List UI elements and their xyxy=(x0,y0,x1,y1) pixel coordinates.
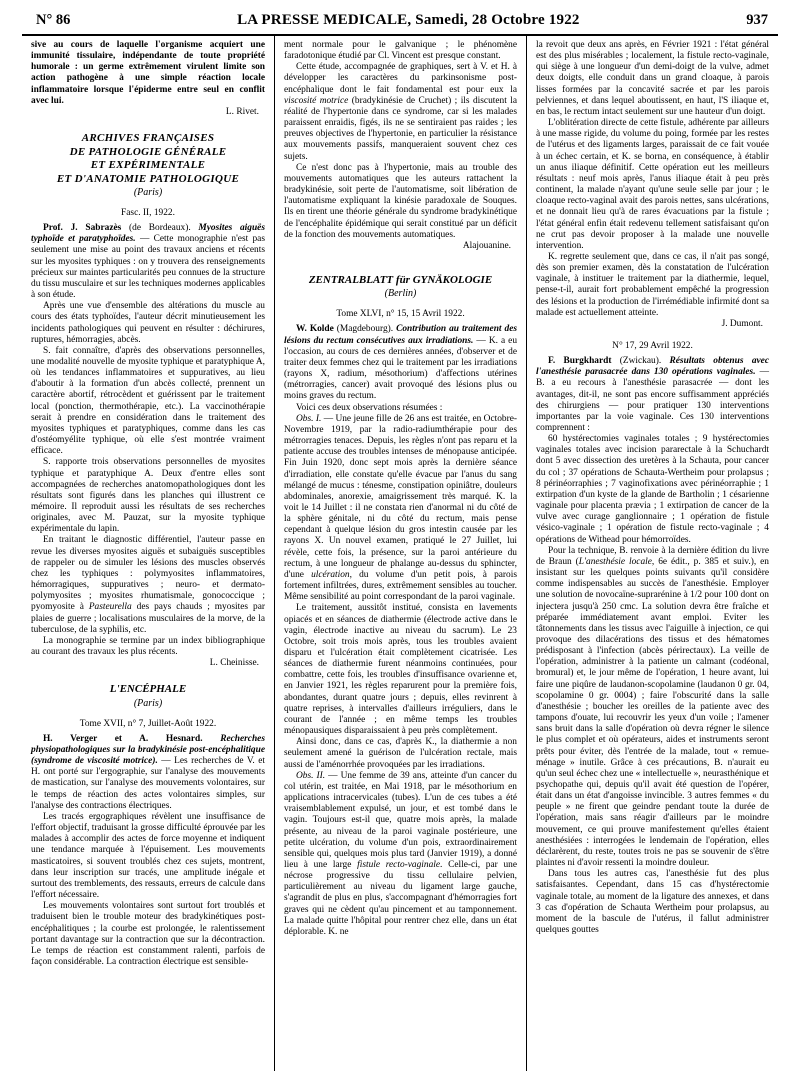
observation-label: Obs. II. xyxy=(296,770,326,781)
journal-masthead xyxy=(237,12,580,29)
article-paragraph: Les tracés ergographiques révèlent une insuffisance de l'effort objectif, traduisant la grosse difficulté éprouvée par les malades à accomplir des actes de force moyenne et indiquent une tendance marquée à l'épuisement. Les mouvements masticatoires, si souvent troublés chez ces sujets, montrent, dans leur inscription sur tracés, une amplitude inégale et surtout des tremblements, des ressauts, erreurs de calcule dans l'effort nécessaire. xyxy=(31,811,265,901)
title-line: ET EXPÉRIMENTALE xyxy=(90,159,206,172)
column-3 xyxy=(526,36,778,1071)
page-number: 937 xyxy=(746,12,768,28)
article-text: — Une femme de 39 ans, atteinte d'un cancer du col utérin, est traitée, en Mai 1918, par le mésothorium en applications intracervicales (tubes). L'un de ces tubes a été vraisemblablement expulsé, un jour, et est tombé dans le vagin. Toujours est-il que, quatre mois après, la malade présente, au niveau de la paroi vaginale postérieure, une petite ulcération, du volume d'un pois, extraordinairement sensible qui, quelques mois plus tard (Janvier 1919), a donné lieu à une large xyxy=(284,770,517,870)
column-1 xyxy=(22,36,274,1071)
article-paragraph: Le traitement, aussitôt institué, consista en lavements opiacés et en séances de diathermie (électrode active dans le vagin, électrode inactive au niveau du sacrum). Le 23 Octobre, soit trois mois après, tous les troubles avaient disparu et l'ulcération était complètement cicatrisée. Les séances de diathermie furent néanmoins continuées, pour combattre, cette fois, les troubles d'insuffisance ovarienne et, en Janvier 1921, les règles reparurent pour la première fois, abondantes, durant quatre jours ; depuis, elles revinrent à quatre reprises, à intervalles d'ailleurs irréguliers, dans le courant de l'année ; en même temps les troubles ménopausiques disparaissaient à peu près complètement. xyxy=(284,603,517,737)
article-author: Prof. J. Sabrazès xyxy=(43,223,122,234)
article-text: des pays chauds ; myosites par plaies de guerre ; localisations musculaires de la morve, de la tuberculose, de la syphilis, etc. xyxy=(31,602,265,635)
section-city: (Berlin) xyxy=(384,288,417,300)
article-text: — K. a eu l'occasion, au cours de ces dernières années, d'observer et de traiter deux femmes chez qui le traitement par les irradiations (rayons X, radium, mésothorium) d'affections utérines (métrorragies, cancer) avait provoqué des lésions plus ou moins graves du rectum. xyxy=(284,335,518,402)
article-paragraph xyxy=(284,771,517,938)
issue-ref: N° 17, 29 Avril 1922. xyxy=(612,341,693,352)
article-author: W. Kolde xyxy=(296,324,334,335)
signature: J. Dumont. xyxy=(721,318,763,329)
section-title-encephale: L'ENCÉPHALE xyxy=(109,683,187,696)
page-header xyxy=(22,12,778,36)
article-paragraph: Les mouvements volontaires sont surtout fort troublés et traduisent bien le trouble moteur des bradykinétiques post-encéphalitiques ; la courbe est prolongée, le ralentissement portant davantage sur la contraction que sur la décontraction. Le temps de réaction est constamment ralenti, parfois de façon considérable. La contraction électrique est sensible- xyxy=(31,901,265,967)
article-paragraph: S. fait connaître, d'après des observations personnelles, une modalité nouvelle de myosite typhique et paratyphique A, où les tendances inflammatoires et suppuratives, au lieu d'aboutir à la formation d'un abcès collecté, prennent un caractère abortif, rétrocèdent et guérissent par le traitement local (ponction, thermothérapie, etc.). La vaccinothérapie serait à prendre en considération dans le traitement des myosites typhiques et paratyphiques, comme dans les cas d'ostéomyélite typhique, où elle s'est montrée vraiment efficace. xyxy=(31,345,265,457)
article-paragraph: S. rapporte trois observations personnelles de myosites typhique et paratyphique A. Deux d'entre elles sont accompagnées de recherches anatomopathologiques dont les résultats sont figurés dans les planches qui illustrent ce mémoire. Il reproduit aussi les résultats de ses recherches originales, avec M. Pauzat, sur la myosite typhique expérimentale du lapin. xyxy=(31,457,265,535)
article-paragraph: K. regrette seulement que, dans ce cas, il n'ait pas songé, dès son premier examen, dès la constatation de l'ulcération vaginale, à instituer le traitement par la diathermie, lequel, pense-t-il, aurait fort probablement empêché la progression des lésions et la production de l'irrémédiable infirmité dont sa malade est actuellement atteinte. xyxy=(536,251,769,318)
article-text: , du volume d'un petit pois, à parois fortement infiltrées, dures, extrêmement sensibles au toucher. Même sensibilité au point correspondant de la paroi vaginale. xyxy=(284,569,517,603)
article-paragraph: L'oblitération directe de cette fistule, adhérente par ailleurs à une masse rigide, du volume du poing, formée par les restes de l'utérus et des ligaments larges, paraissait de ce fait vouée à un échec certain, et K. se borna, en conséquence, à établir un anus iliaque définitif. Cette opération eut les meilleurs résultats : neuf mois après, l'anus iliaque était à peu près continent, la malade n'ayant qu'une seule selle par jour ; le cloaque recto-vaginal avait des parois nettes, sans ulcérations, et ne donnait lieu qu'à de rares évacuations par la fistule ; l'état général enfin était redevenu tellement satisfaisant qu'on ne crut pas devoir proposer à la malade une nouvelle intervention. xyxy=(536,118,769,251)
intro-paragraph: sive au cours de laquelle l'organisme acquiert une immunité tissulaire, indépendante de toute propriété humorale : un germe extrêmement virulent limite son action pathogène à une simple réaction locale inflammatoire lorsque l'épiderme entre seul en conflit avec lui. xyxy=(31,40,265,106)
article-paragraph xyxy=(284,324,517,402)
article-author: F. Burgkhardt xyxy=(548,356,612,367)
article-text: (bradykinésie de Cruchet) ; ils discutent la réalité de l'hypertonie dans ce syndrome, car si les malades paraissent enraidis, figés, ils ne se sentiraient pas raides ; les preuves objectives de l'hypertonie, en particulier la résistance aux mouvements passifs, manqueraient souvent chez ces sujets. xyxy=(284,95,518,162)
article-paragraph xyxy=(536,546,769,870)
article-paragraph: ment normale pour le galvanique ; le phénomène faradotonique étudié par Cl. Vincent est presque constant. xyxy=(284,40,517,62)
author-location: (Zwickau). xyxy=(611,356,670,367)
article-text: En traitant le diagnostic différentiel, l'auteur passe en revue les diverses myosites aiguës et subaiguës susceptibles de rappeler ou de simuler les lésions des muscles observés chez les typhiques : polymyosites inflammatoires, hémorragiques, suppuratives ; neuro- et dermato-polymyosites ; myosites rhumatismale, gonococcique ; pyomyosite à xyxy=(31,535,265,613)
section-city: (Paris) xyxy=(133,697,163,709)
article-text: — Une jeune fille de 26 ans est traitée, en Octobre-Novembre 1919, par la radio-radiumthérapie pour des métrorragies tenaces. Depuis, les règles n'ont pas reparu et la patiente accuse des troubles intenses de ménopause anticipée. Fin Juin 1920, donc sept mois après la dernière séance d'irradiation, elle constate qu'elle évacue par l'anus du sang mélangé de mucus : ténesme, constipation opiniâtre, douleurs abdominales, anorexie, amaigrissement très marqué. K. la voit le 14 Juillet : il ne constata rien d'anormal ni du côté de la sphère génitale, ni du côté du rectum, mais pense cependant à quelque lésion du gros intestin causée par les rayons X. Un nouvel examen, pratiqué le 27 Juillet, lui révèle, cette fois, la présence, sur la paroi antérieure du rectum, à une longueur de phalange au-dessus du sphincter, d'une xyxy=(284,413,517,580)
article-text: , 6e édit., p. 385 et suiv.), en insistant sur les quelques points suivants qu'il considère comme indispensables au succès de l'anesthésie. Employer une solution de novocaïne-suprarénine à 1/2 pour 100 dont on injectera jusqu'à 250 cmc. La solution devra être fraîche et préparée immédiatement avant emploi. Eviter les tâtonnements dans les tissus avec l'aiguille à injection, ce qui provoque des dilacérations des tissus et des hématomes prédisposant à l'infection (abcès périrectaux). La veille de l'opération, administrer à la patiente un calmant (codéonal, bromural) et, le jour même de l'opération, 1 heure avant, lui faire une piqûre de laudanon-scopolamine (laudanon 0 gr. 04, scopolamine 0 gr. 0004) ; faire l'obscurité dans la salle d'anesthésie ; boucher les oreilles de la patiente avec des tampons d'ouate, lui recouvrir les yeux d'un voile ; l'amener sans bruit dans la salle d'opération où devra régner le silence le plus complet et où opérateurs, aides et instruments seront prêts pour éviter, dès l'entrée de la malade, tout « remue-ménage » inutile. Grâce à ces précautions, B. n'aurait eu qu'un seul échec chez une « intellectuelle », neurasthénique et psychopathe qui, depuis qu'il avait été question de l'opérer, était dans un état d'angoisse invincible. 3 autres femmes « du peuple » ne firent que geindre pendant toute la durée de l'opération, mais sans réagir d'ailleurs par le moindre mouvement, ce qui prouve manifestement qu'elles étaient anesthésiées : interrogées le lendemain de l'opération, elles déclarèrent, du reste, toutes trois ne pas se souvenir de s'être plaintes ni d'avoir ressenti la moindre douleur. xyxy=(536,556,769,869)
article-text: . Celle-ci, par une nécrose progressive du tissu cellulaire pelvien, particulièrement au niveau du ligament large gauche, s'agrandit de plus en plus, s'accompagnant d'hémorragies fort graves qui ne cèdent qu'au pincement et au tamponnement. La malade quitte l'hôpital pour rentrer chez elle, dans un état déplorable. K. ne xyxy=(284,859,517,937)
column-2 xyxy=(274,36,526,1071)
article-author: H. Verger et A. Hesnard. xyxy=(43,733,203,744)
issue-ref: Tome XLVI, n° 15, 15 Avril 1922. xyxy=(336,309,465,320)
author-location: (Magdebourg). xyxy=(333,324,397,335)
article-title: Myosites aiguës typhoïde et paratyphoïdes. xyxy=(31,223,265,245)
title-line: ARCHIVES FRANÇAISES xyxy=(81,132,215,145)
article-paragraph xyxy=(31,535,265,635)
article-paragraph: la revoit que deux ans après, en Février 1921 : l'état général est des plus misérables ; localement, la fistule recto-vaginale, qui siège à une longueur d'un demi-doigt de la vulve, admet deux doigts, elle conduit dans un grand cloaque, à parois lisses formées par la concavité sacrée et par les parois pelviennes, et dans lequel aboutissent, en haut, l'S iliaque et, en bas, le rectum intact seulement sur une hauteur d'un doigt. xyxy=(536,40,769,117)
journal-name: LA PRESSE MEDICALE, xyxy=(237,12,412,28)
article-text: — Les recherches de V. et H. ont porté sur l'ergographie, sur l'analyse des mouvements de mastication, sur l'analyse des mouvements volontaires, sur le temps de réaction des actes volontaires simples, sur l'analyse des contractions électriques. xyxy=(31,756,265,811)
article-paragraph xyxy=(31,223,265,301)
italic-term: ulcération xyxy=(311,569,350,580)
italic-term: fistule recto-vaginale xyxy=(357,859,441,870)
article-text: Pour la technique, B. renvoie à la dernière édition du livre de Braun ( xyxy=(536,545,769,567)
article-paragraph xyxy=(31,734,265,812)
observation-label: Obs. I. xyxy=(296,413,322,424)
article-paragraph xyxy=(284,414,517,604)
article-paragraph xyxy=(536,356,769,434)
section-city: (Paris) xyxy=(133,187,163,199)
signature: Alajouanine. xyxy=(462,240,511,251)
title-line: ET D'ANATOMIE PATHOLOGIQUE xyxy=(56,172,240,185)
article-title: Recherches physiopathologiques sur la bradykinésie post-encéphalitique (syndrome de viscosité motrice). xyxy=(31,733,265,767)
article-title: Résultats obtenus avec l'anesthésie parasacrée dans 130 opérations vaginales. xyxy=(536,356,769,378)
article-paragraph: Ce n'est donc pas à l'hypertonie, mais au trouble des mouvements automatiques que les auteurs rattachent la bradykinésie, soit perte de l'automatisme, soit libération de l'automatisme expliquant la kinésie paradoxale de Souques. Ils en tirent une théorie générale du syndrome bradykinétique de l'encéphalite épidémique qui serait constitué par un déficit de la fonction des mouvements automatiques. xyxy=(284,162,517,240)
section-title-zentralblatt: ZENTRALBLATT für GYNÄKOLOGIE xyxy=(308,273,493,286)
issue-ref: Fasc. II, 1922. xyxy=(121,208,175,219)
section-title-archives xyxy=(31,132,265,186)
article-paragraph: Ainsi donc, dans ce cas, d'après K., la diathermie a non seulement amené la guérison de l'ulcération rectale, mais aussi de l'aménorrhée provoquées par les irradiations. xyxy=(284,737,517,770)
author-location: (de Bordeaux). xyxy=(121,223,199,234)
italic-term: viscosité motrice xyxy=(284,95,349,106)
article-paragraph: Dans tous les autres cas, l'anesthésie fut des plus satisfaisantes. Cependant, dans 15 cas d'hystérectomie vaginale totale, au moment de la ligature des annexes, et dans 3 cas d'opération de Schauta Wertheim pour prolapsus, au moment de la bascule de l'utérus, il fallut administrer quelques gouttes xyxy=(536,869,769,936)
text-columns xyxy=(22,36,778,1071)
article-paragraph: Après une vue d'ensemble des altérations du muscle au cours des états typhoïdes, l'auteur décrit minutieusement les incidents pathologiques qui peuvent en résulter : déchirures, ruptures, hémorragies, abcès. xyxy=(31,301,265,345)
article-text: — B. a eu recours à l'anesthésie parasacrée — dont les avantages, dit-il, ne sont pas encore suffisamment appréciés des chirurgiens — pour pratiquer 130 interventions importantes par la voie vaginale. Ces 130 interventions comprennent : xyxy=(536,367,770,433)
title-line: DE PATHOLOGIE GÉNÉRALE xyxy=(69,145,227,158)
article-paragraph: Voici ces deux observations résumées : xyxy=(296,402,443,413)
article-text: — Cette monographie n'est pas seulement une mise au point des travaux anciens et récents sur les myosites typhiques : on y trouvera des renseignements précieux sur maintes particularités peu connues de la structure du tissu musculaire et sur les techniques modernes applicables à son étude. xyxy=(31,234,265,301)
issue-date: Samedi, 28 Octobre 1922 xyxy=(415,12,580,28)
article-title: Contribution au traitement des lésions du rectum consécutives aux irradiations. xyxy=(284,324,517,346)
issue-number: N° 86 xyxy=(36,12,71,28)
italic-term: Pasteurella xyxy=(88,602,132,613)
article-paragraph: 60 hystérectomies vaginales totales ; 9 hystérectomies vaginales totales avec incision pararectale à la Schuchardt dont 5 avec dissection des uretères à la Schauta, pour cancer du col ; 37 opérations de Schauta-Wertheim pour prolapsus ; 8 périnéorraphies ; 7 vaginofixations avec périnéorraphie ; 1 extirpation d'un kyste de la glande de Bartholin ; 1 césarienne vaginale pour placenta prævia ; 1 extirpation de cancer de la vulve avec curage ganglionnaire ; 1 opération de fistule vésico-vaginale ; 1 opération de fistule recto-vaginale ; 4 opérations de Withead pour hémorroïdes. xyxy=(536,434,769,545)
article-paragraph: La monographie se termine par un index bibliographique au courant des travaux les plus récents. xyxy=(31,635,265,658)
signature: L. Rivet. xyxy=(225,106,259,117)
article-paragraph xyxy=(284,62,517,162)
signature: L. Cheinisse. xyxy=(209,658,259,669)
italic-term: L'anesthésie locale xyxy=(578,556,652,567)
issue-ref: Tome XVII, n° 7, Juillet-Août 1922. xyxy=(79,718,217,729)
article-text: Cette étude, accompagnée de graphiques, sert à V. et H. à développer les caractères du parkinsonisme post-encéphalique dont le fait fondamental est pour eux la xyxy=(284,62,517,95)
